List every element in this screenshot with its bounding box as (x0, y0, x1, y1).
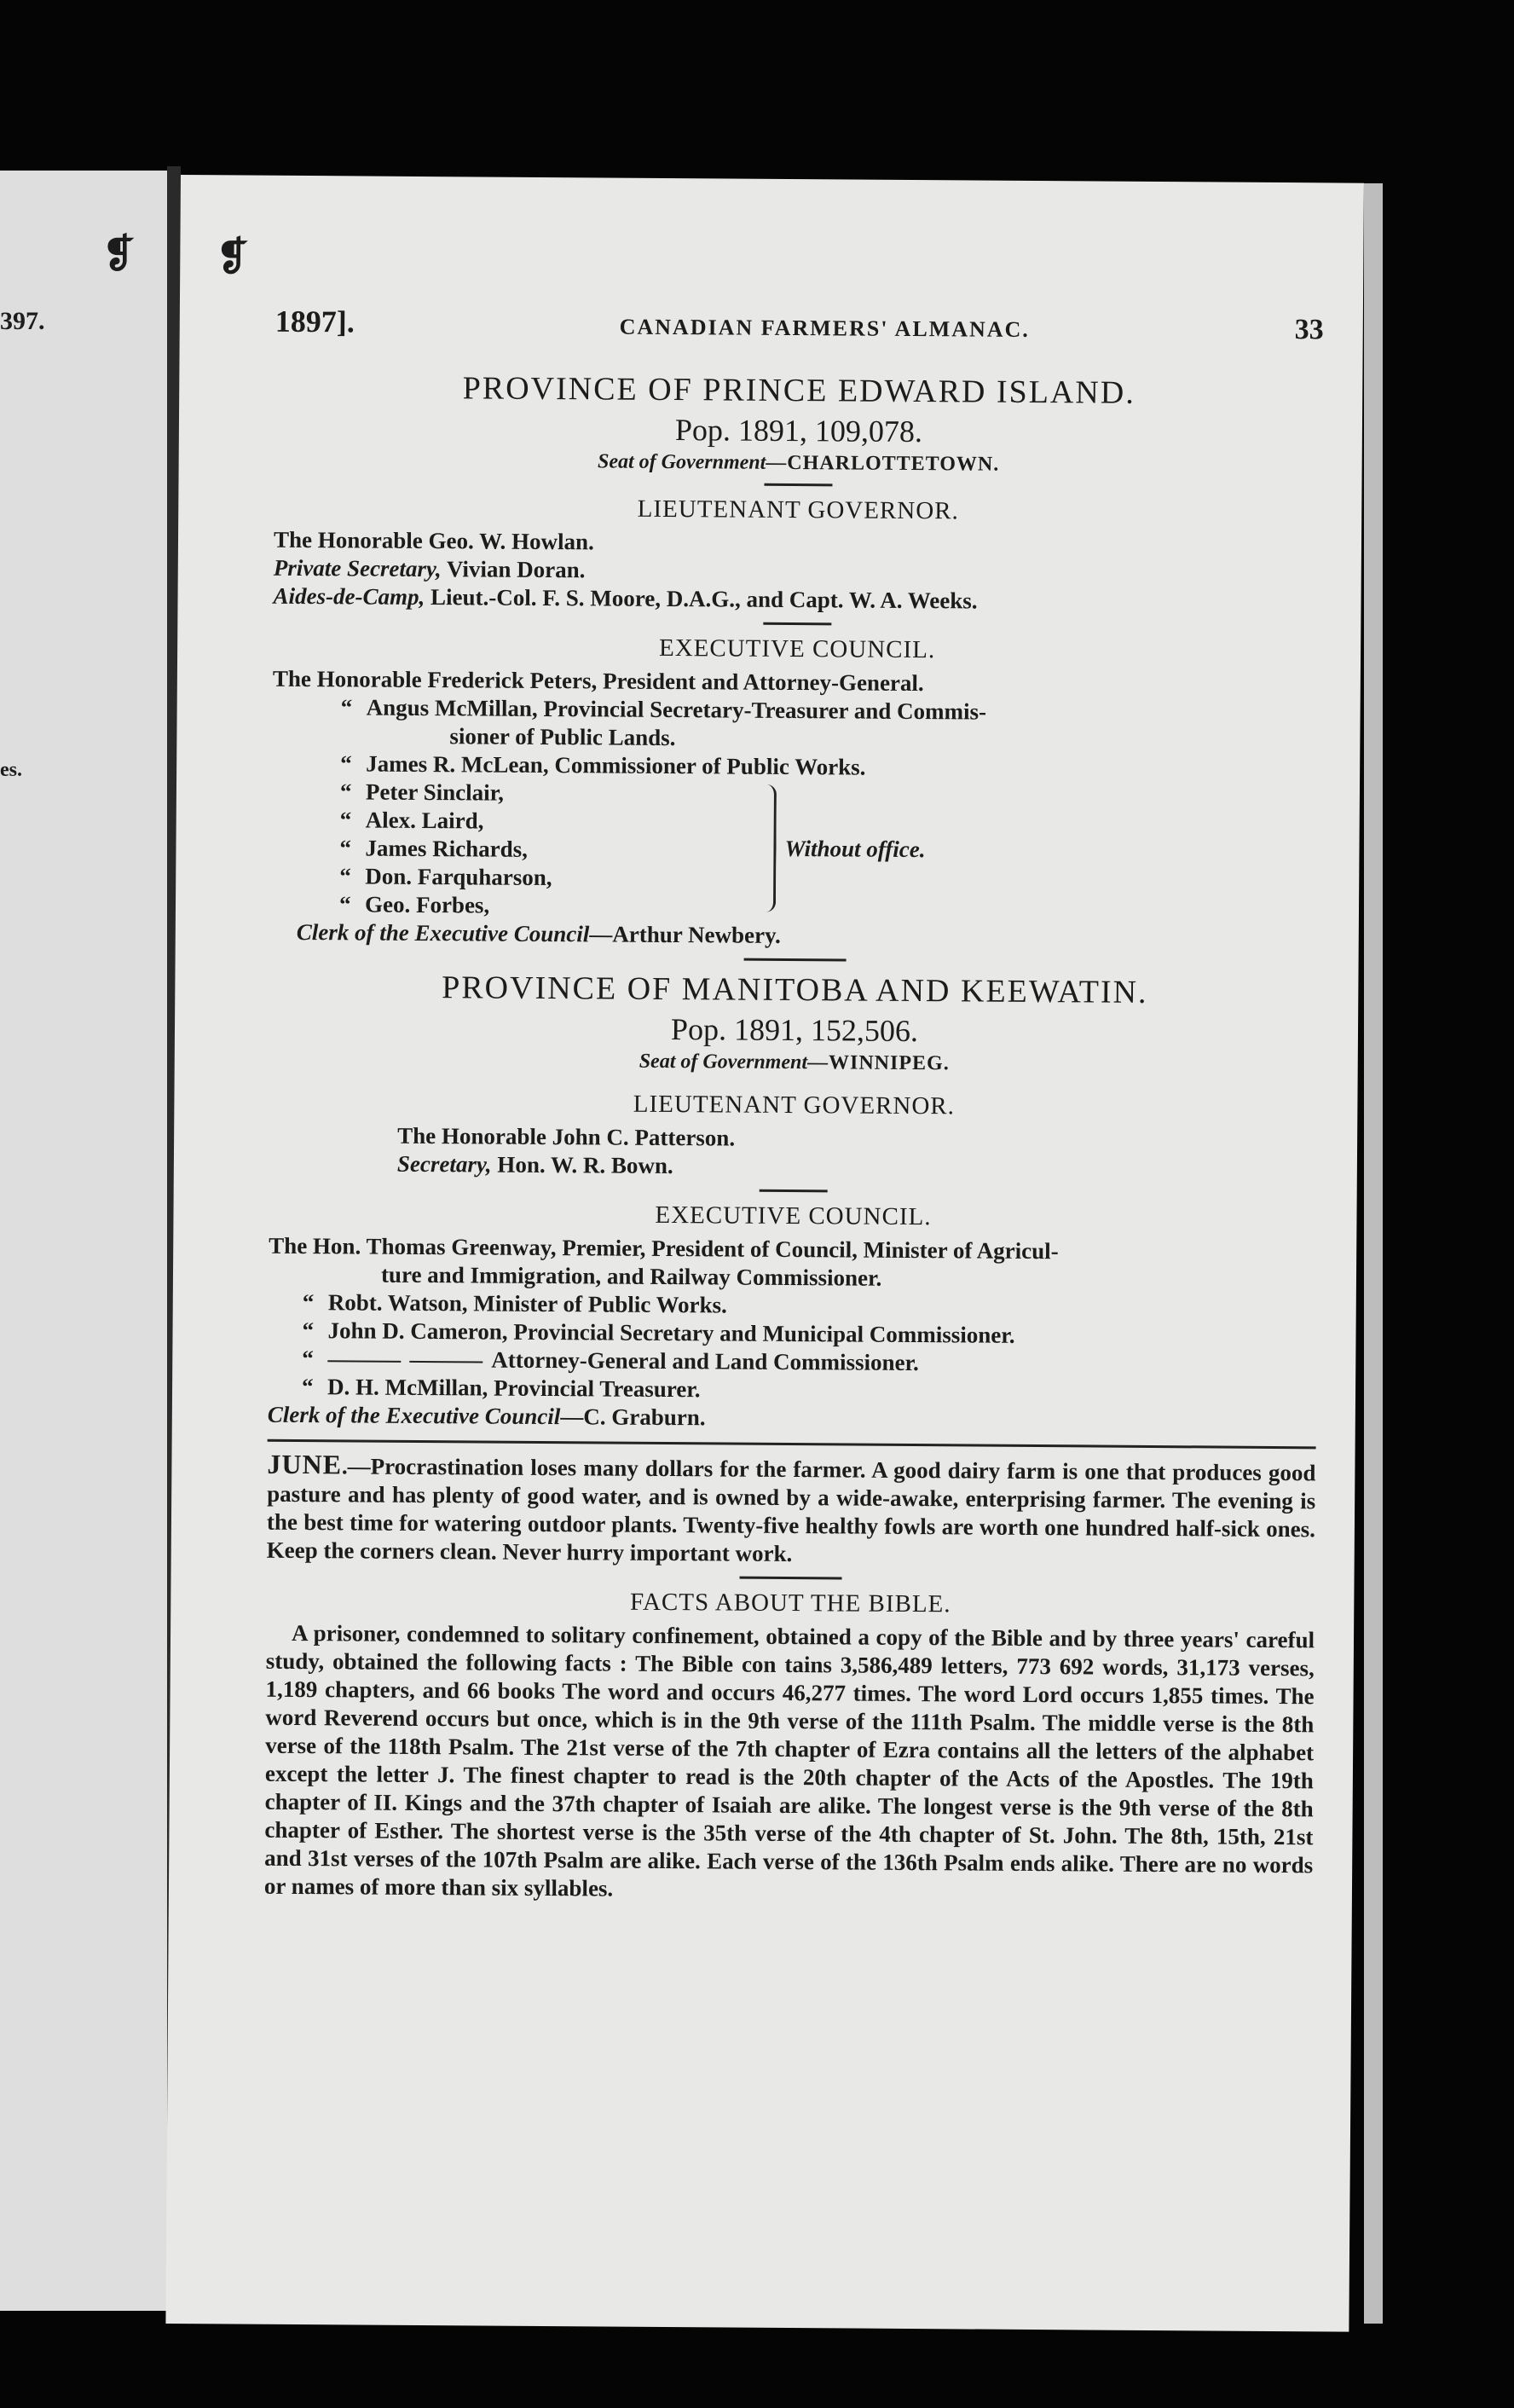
council-member: “ Angus McMillan, Provincial Secretary-Treasurer and Commis- (340, 694, 987, 725)
executive-council-heading: EXECUTIVE COUNCIL. (655, 1201, 932, 1231)
brace (761, 784, 777, 912)
council-member-continued: ture and Immigration, and Railway Commissioner. (380, 1261, 882, 1291)
private-secretary: Private Secretary, Vivian Doran. (273, 554, 586, 583)
council-member-continued: sioner of Public Lands. (449, 723, 676, 751)
council-member: “ John D. Cameron, Provincial Secretary and Municipal Commissioner. (302, 1317, 1015, 1348)
running-head (275, 304, 1324, 347)
june-paragraph: JUNE.—Procrastination loses many dollars for the farmer. A good dairy farm is one that produces good pasture and has plenty of good water, and is owned by a wide-awake, enterprising farmer. The evening is the best time for watering outdoor plants. Twenty-five healthy fowls are worth one hundred half-sick ones. Keep the corners clean. Never hurry important work. (266, 1448, 1316, 1567)
population-line: Pop. 1891, 152,506. (670, 1012, 919, 1049)
right-page (165, 175, 1364, 2332)
council-member: “ Don. Farquharson, (339, 863, 552, 891)
bible-facts-heading: FACTS ABOUT THE BIBLE. (629, 1588, 951, 1618)
divider (268, 1439, 1316, 1450)
lt-governor: The Honorable Geo. W. Howlan. (273, 526, 594, 555)
seat-of-government: Seat of Government—CHARLOTTETOWN. (597, 450, 1000, 476)
page-content (264, 304, 1324, 1908)
section-title: PROVINCE OF MANITOBA AND KEEWATIN. (442, 970, 1148, 1010)
header-year: 1897]. (274, 304, 355, 339)
council-member: “ D. H. McMillan, Provincial Treasurer. (301, 1374, 701, 1403)
without-office-label: Without office. (784, 835, 926, 863)
council-member: The Honorable Frederick Peters, President and Attorney-General. (272, 665, 924, 697)
clerk-line: Clerk of the Executive Council—C. Graburn. (267, 1401, 706, 1431)
clerk-line: Clerk of the Executive Council—Arthur Newbery. (296, 918, 781, 948)
left-page-edge (0, 171, 167, 2311)
bible-facts-paragraph: A prisoner, condemned to solitary confinement, obtained a copy of the Bible and by three years' careful study, obtained the following facts : The Bible con tains 3,586,489 letters, 773 692 words, 31,173 verses, 1,189 chapters, and 66 books The word and occurs 46,277 times. The word Lord occurs 1,855 times. The word Reverend occurs but once, which is in the 9th verse of the 111th Psalm. The middle verse is the 8th verse of the 118th Psalm. The 21st verse of the 7th chapter of Ezra contains all the letters of the alphabet except the letter J. The finest chapter to read is the 20th chapter of the Acts of the Apostles. The 19th chapter of II. Kings and the 37th chapter of Isaiah are alike. The longest verse is the 9th verse of the 8th chapter of Esther. The shortest verse is the 35th verse of the 4th chapter of St. John. The 8th, 15th, 21st and 31st verses of the 107th Psalm are alike. Each verse of the 136th Psalm ends alike. There are no words or names of more than six syllables. (263, 1619, 1315, 1902)
lt-governor-heading: LIEUTENANT GOVERNOR. (637, 495, 959, 525)
council-member: “ James R. McLean, Commissioner of Public Works. (340, 750, 866, 780)
executive-council-heading: EXECUTIVE COUNCIL. (658, 634, 936, 664)
divider (763, 622, 831, 626)
section-title: PROVINCE OF PRINCE EDWARD ISLAND. (462, 370, 1136, 411)
council-member: The Hon. Thomas Greenway, Premier, President of Council, Minister of Agricul- (269, 1232, 1059, 1265)
lt-governor: The Honorable John C. Patterson. (397, 1122, 736, 1151)
council-member: “ Alex. Laird, (339, 807, 484, 834)
aides-de-camp: Aides-de-Camp, Lieut.-Col. F. S. Moore, D.A.G., and Capt. W. A. Weeks. (273, 582, 978, 614)
section-prince-edward-island (271, 368, 1324, 954)
without-office-group (271, 778, 1320, 926)
council-member: “ Peter Sinclair, (339, 779, 505, 806)
left-page-fragment-mid: es. (0, 759, 22, 781)
divider (760, 1190, 828, 1193)
pilcrow-mark-icon: ❡ (102, 232, 136, 275)
lt-governor-heading: LIEUTENANT GOVERNOR. (633, 1090, 956, 1120)
seat-of-government: Seat of Government—WINNIPEG. (639, 1050, 950, 1075)
page-edge-shadow (1364, 183, 1383, 2324)
header-title: CANADIAN FARMERS' ALMANAC. (619, 314, 1030, 342)
section-manitoba (268, 968, 1320, 1437)
divider (744, 958, 847, 962)
council-member: “ James Richards, (339, 835, 529, 862)
council-member: “ Attorney-General and Land Commissioner. (302, 1346, 919, 1376)
secretary: Secretary, Hon. W. R. Bown. (396, 1150, 673, 1179)
population-line: Pop. 1891, 109,078. (674, 413, 923, 449)
page-number: 33 (1294, 314, 1324, 346)
council-member: “ Geo. Forbes, (338, 891, 490, 918)
divider (740, 1577, 842, 1580)
council-member: “ Robt. Watson, Minister of Public Works. (302, 1289, 727, 1318)
divider (764, 483, 832, 487)
pilcrow-mark-icon: ❡ (216, 234, 250, 279)
left-page-fragment-top: 397. (0, 307, 45, 335)
